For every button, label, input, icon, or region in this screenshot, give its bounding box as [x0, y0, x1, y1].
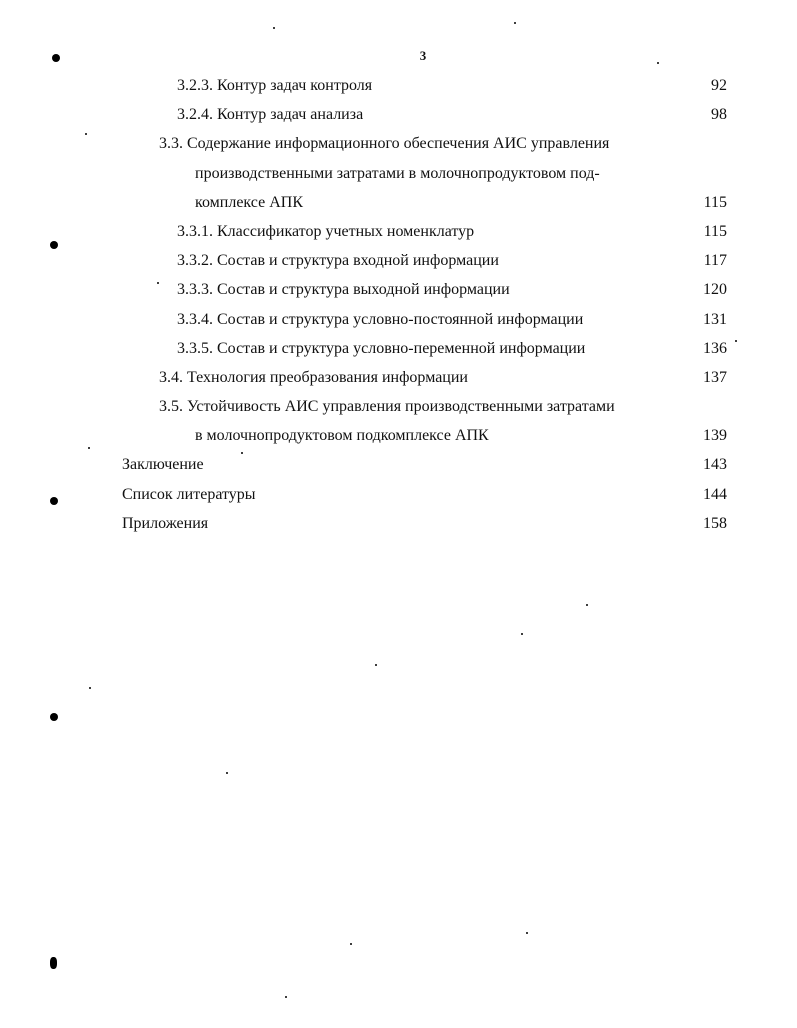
- toc-entry: [0, 363, 797, 392]
- toc-entry: [0, 71, 797, 100]
- scan-speck: [285, 996, 287, 998]
- page-number: 3: [419, 48, 427, 63]
- toc-entry-continuation: [0, 188, 797, 217]
- toc-entry: [0, 217, 797, 246]
- toc-entry-title: 3.3.1. Классификатор учетных номенклатур: [177, 222, 475, 240]
- toc-entry-title: 3.5. Устойчивость АИС управления производственными затратами: [159, 398, 615, 416]
- toc-entry: [0, 450, 797, 479]
- scan-speck: [657, 62, 659, 64]
- binder-hole-mark: [50, 957, 57, 969]
- scan-speck: [157, 282, 159, 284]
- table-of-contents: [0, 71, 797, 538]
- toc-entry-page: 144: [703, 485, 727, 503]
- toc-entry-continuation: [0, 421, 797, 450]
- scan-speck: [526, 932, 528, 934]
- toc-entry-page: 92: [711, 77, 727, 94]
- scan-speck: [241, 452, 243, 454]
- toc-entry: [0, 392, 797, 421]
- toc-entry-title: 3.3.3. Состав и структура выходной информации: [177, 281, 510, 299]
- toc-entry-title: 3.3. Содержание информационного обеспечения АИС управления: [159, 135, 610, 153]
- scan-speck: [273, 27, 275, 29]
- toc-entry-page: 158: [703, 514, 727, 532]
- toc-entry-page: 120: [703, 281, 727, 299]
- toc-entry-title: производственными затратами в молочнопродуктовом под-: [195, 164, 600, 182]
- scan-speck: [226, 772, 228, 774]
- toc-entry: [0, 246, 797, 275]
- scan-speck: [521, 633, 523, 635]
- toc-entry-page: 136: [703, 339, 727, 357]
- scan-speck: [89, 687, 91, 689]
- scan-speck: [514, 22, 516, 24]
- toc-entry-title: 3.2.3. Контур задач контроля: [177, 77, 373, 94]
- toc-entry-title: в молочнопродуктовом подкомплексе АПК: [195, 427, 489, 445]
- scan-speck: [85, 133, 87, 135]
- binder-hole-mark: [52, 54, 60, 62]
- toc-entry-page: 137: [703, 368, 727, 386]
- toc-entry-title: Список литературы: [122, 485, 256, 503]
- toc-entry: [0, 480, 797, 509]
- toc-entry-title: 3.4. Технология преобразования информации: [159, 368, 468, 386]
- toc-entry-page: 115: [703, 222, 727, 240]
- toc-entry-title: 3.2.4. Контур задач анализа: [177, 106, 364, 124]
- toc-entry-page: 131: [703, 310, 727, 328]
- toc-entry-title: 3.3.4. Состав и структура условно-постоянной информации: [177, 310, 584, 328]
- toc-entry-page: 117: [703, 252, 727, 270]
- toc-entry-title: 3.3.5. Состав и структура условно-переменной информации: [177, 339, 586, 357]
- toc-entry-title: комплексе АПК: [195, 193, 303, 211]
- binder-hole-mark: [50, 713, 58, 721]
- toc-entry-page: 98: [711, 106, 727, 124]
- scan-speck: [350, 943, 352, 945]
- toc-entry-page: 115: [703, 193, 727, 211]
- toc-entry-title: 3.3.2. Состав и структура входной информации: [177, 252, 499, 270]
- binder-hole-mark: [50, 497, 58, 505]
- toc-entry-page: 143: [703, 456, 727, 474]
- toc-entry: [0, 305, 797, 334]
- toc-entry: [0, 100, 797, 129]
- scan-speck: [735, 340, 737, 342]
- toc-entry-page: 139: [703, 427, 727, 445]
- scan-speck: [586, 604, 588, 606]
- scan-speck: [375, 664, 377, 666]
- toc-entry-title: Приложения: [122, 514, 209, 532]
- toc-entry: [0, 509, 797, 538]
- toc-entry: [0, 129, 797, 158]
- toc-entry: [0, 275, 797, 304]
- toc-entry-continuation: [0, 159, 797, 188]
- toc-entry: [0, 334, 797, 363]
- scan-speck: [88, 447, 90, 449]
- binder-hole-mark: [50, 241, 58, 249]
- toc-entry-title: Заключение: [122, 456, 204, 474]
